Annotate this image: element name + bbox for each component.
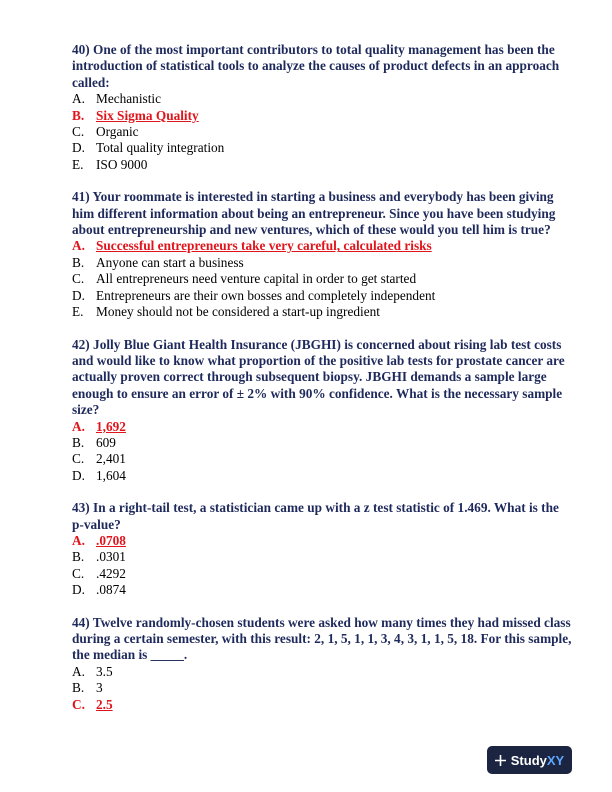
question-42 (72, 337, 572, 485)
option-d: D. 1,604 (72, 467, 126, 483)
brand-accent: XY (546, 752, 565, 768)
option-b: B. 3 (72, 680, 103, 696)
question-stem: 43) In a right-tail test, a statistician came up with a z test statistic of 1.469. What is the p-value? (72, 500, 559, 532)
option-c-correct: C. 2.5 (72, 696, 113, 712)
option-d: D. Entrepreneurs are their own bosses and completely independent (72, 287, 436, 303)
question-stem: 44) Twelve randomly-chosen students were asked how many times they had missed class during a certain semester, with this result: 2, 1, 5, 1, 1, 3, 4, 3, 1, 1, 5, 18. For this sample, the median is _____. (72, 614, 572, 663)
question-40 (72, 42, 572, 173)
option-c: C. 2,401 (72, 451, 126, 467)
option-d: D. Total quality integration (72, 140, 225, 156)
brand-name: Study (510, 752, 547, 768)
question-44 (72, 615, 572, 713)
option-b: B. Anyone can start a business (72, 254, 244, 270)
option-a-correct: A. 1,692 (72, 418, 126, 434)
studyxy-badge[interactable] (487, 746, 572, 774)
option-a: A. 3.5 (72, 663, 113, 679)
plus-icon (495, 755, 506, 766)
option-a: A. Mechanistic (72, 91, 161, 107)
option-c: C. All entrepreneurs need venture capital in order to get started (72, 271, 417, 287)
option-e: E. ISO 9000 (72, 156, 148, 172)
option-a-correct: A. Successful entrepreneurs take very careful, calculated risks (72, 238, 432, 254)
question-43 (72, 500, 572, 598)
question-stem: 41) Your roommate is interested in starting a business and everybody has been giving him different information about being an entrepreneur. Since you have been studying about entrepreneurship and new ventures, which of these would you tell him is true? (72, 189, 556, 238)
option-c: C. .4292 (72, 565, 126, 581)
option-b-correct: B. Six Sigma Quality (72, 107, 199, 123)
option-d: D. .0874 (72, 582, 126, 598)
question-41 (72, 189, 572, 320)
option-e: E. Money should not be considered a start-up ingredient (72, 304, 380, 320)
option-c: C. Organic (72, 124, 139, 140)
question-stem: 40) One of the most important contributors to total quality management has been the introduction of statistical tools to analyze the causes of product defects in an approach called: (72, 42, 560, 90)
quiz-page (72, 42, 572, 729)
question-stem: 42) Jolly Blue Giant Health Insurance (JBGHI) is concerned about rising lab test costs and would like to know what proportion of the positive lab tests for prostate cancer are actually proven correct through subsequent biopsy. JBGHI demands a sample large enough to ensure an error of ± 2% with 90% confidence. What is the necessary sample size? (72, 336, 565, 418)
option-b: B. .0301 (72, 549, 126, 565)
option-b: B. 609 (72, 434, 116, 450)
option-a-correct: A. .0708 (72, 532, 126, 548)
